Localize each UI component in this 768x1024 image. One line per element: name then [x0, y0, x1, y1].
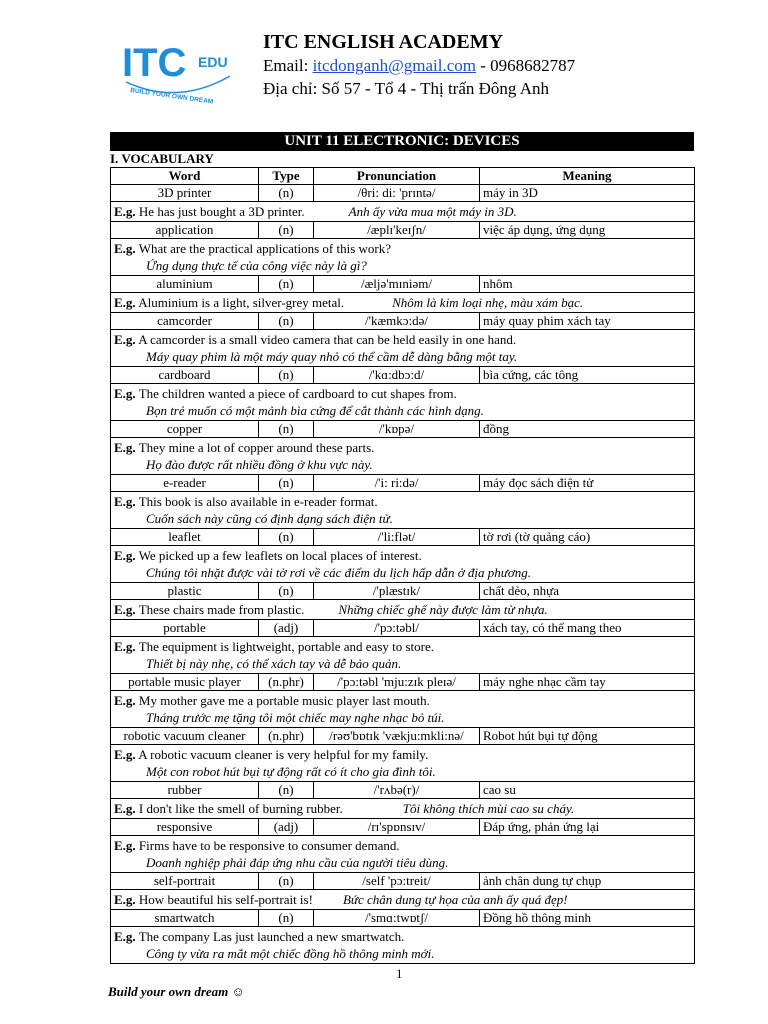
vocab-row	[111, 529, 695, 546]
example-cell	[111, 546, 695, 583]
example-label: E.g.	[114, 204, 136, 219]
vocab-type: (n)	[259, 222, 314, 239]
vocab-pronunciation: /rɪ'spɒnsɪv/	[314, 819, 480, 836]
vocab-pronunciation: /'smɑ:twɒtʃ/	[314, 910, 480, 927]
vocab-pronunciation: /'pɔ:təbl 'mju:zɪk pleɪə/	[314, 674, 480, 691]
example-sentence: The children wanted a piece of cardboard to cut shapes from.	[138, 386, 457, 401]
example-cell	[111, 745, 695, 782]
example-cell	[111, 492, 695, 529]
header-meaning: Meaning	[480, 168, 695, 185]
example-label: E.g.	[114, 494, 136, 509]
logo-itc-text: ITC	[122, 41, 187, 85]
example-cell	[111, 293, 695, 313]
vocab-meaning: Đáp ứng, phản ứng lại	[480, 819, 695, 836]
vocab-type: (n)	[259, 276, 314, 293]
vocab-meaning: Robot hút bụi tự động	[480, 728, 695, 745]
example-label: E.g.	[114, 693, 136, 708]
itc-edu-logo	[118, 36, 236, 104]
vocab-type: (n)	[259, 367, 314, 384]
vocab-row	[111, 276, 695, 293]
example-row	[111, 836, 695, 873]
vocab-row	[111, 819, 695, 836]
vocab-word: robotic vacuum cleaner	[111, 728, 259, 745]
example-cell	[111, 330, 695, 367]
example-label: E.g.	[114, 639, 136, 654]
header-block	[263, 30, 575, 100]
header-type: Type	[259, 168, 314, 185]
example-translation: Những chiếc ghế này được làm từ nhựa.	[338, 602, 548, 617]
example-row	[111, 600, 695, 620]
example-cell	[111, 239, 695, 276]
example-translation: Bọn trẻ muốn có một mảnh bìa cứng để cắt thành các hình dạng.	[146, 403, 484, 418]
vocab-pronunciation: /'kɑ:dbɔ:d/	[314, 367, 480, 384]
footer-slogan: Build your own dream ☺	[108, 984, 245, 999]
vocab-word: camcorder	[111, 313, 259, 330]
vocab-row	[111, 583, 695, 600]
vocab-meaning: ảnh chân dung tự chụp	[480, 873, 695, 890]
example-row	[111, 384, 695, 421]
example-cell	[111, 836, 695, 873]
vocab-meaning: việc áp dụng, ứng dụng	[480, 222, 695, 239]
vocab-type: (n)	[259, 421, 314, 438]
logo-slogan: BUILD YOUR OWN DREAM	[129, 87, 214, 104]
vocab-word: e-reader	[111, 475, 259, 492]
example-label: E.g.	[114, 241, 136, 256]
example-row	[111, 691, 695, 728]
example-row	[111, 745, 695, 782]
header-pronunciation: Pronunciation	[314, 168, 480, 185]
email-label: Email:	[263, 56, 313, 75]
vocab-word: responsive	[111, 819, 259, 836]
example-sentence: These chairs made from plastic.	[138, 602, 305, 617]
example-label: E.g.	[114, 602, 136, 617]
vocab-row	[111, 674, 695, 691]
vocab-row	[111, 728, 695, 745]
example-row	[111, 890, 695, 910]
vocab-word: cardboard	[111, 367, 259, 384]
vocab-meaning: chất dẻo, nhựa	[480, 583, 695, 600]
example-translation: Tôi không thích mùi cao su cháy.	[402, 801, 575, 816]
vocab-type: (n)	[259, 313, 314, 330]
vocab-type: (n)	[259, 910, 314, 927]
vocab-row	[111, 475, 695, 492]
example-row	[111, 202, 695, 222]
example-translation: Cuốn sách này cũng có định dạng sách điện tử.	[146, 511, 393, 526]
example-cell	[111, 637, 695, 674]
contact-line	[263, 54, 575, 77]
vocab-word: copper	[111, 421, 259, 438]
vocab-row	[111, 367, 695, 384]
example-label: E.g.	[114, 548, 136, 563]
example-sentence: This book is also available in e-reader format.	[138, 494, 378, 509]
example-label: E.g.	[114, 332, 136, 347]
example-translation: Thiết bị này nhẹ, có thể xách tay và dễ bảo quản.	[146, 656, 402, 671]
vocab-pronunciation: /'rʌbə(r)/	[314, 782, 480, 799]
example-translation: Doanh nghiệp phải đáp ứng nhu cầu của người tiêu dùng.	[146, 855, 449, 870]
example-sentence: Aluminium is a light, silver-grey metal.	[138, 295, 345, 310]
vocab-meaning: máy quay phim xách tay	[480, 313, 695, 330]
example-sentence: What are the practical applications of this work?	[138, 241, 392, 256]
vocab-word: aluminium	[111, 276, 259, 293]
vocab-type: (n.phr)	[259, 674, 314, 691]
example-sentence: The equipment is lightweight, portable and easy to store.	[138, 639, 435, 654]
vocab-type: (n)	[259, 475, 314, 492]
example-label: E.g.	[114, 801, 136, 816]
vocab-pronunciation: /'kæmkɔ:də/	[314, 313, 480, 330]
section-title: I. VOCABULARY	[110, 151, 214, 166]
example-label: E.g.	[114, 440, 136, 455]
example-cell	[111, 202, 695, 222]
example-cell	[111, 927, 695, 964]
example-translation: Một con robot hút bụi tự động rất có ít cho gia đình tôi.	[146, 764, 436, 779]
example-label: E.g.	[114, 386, 136, 401]
example-row	[111, 293, 695, 313]
vocab-meaning: máy đọc sách điện tử	[480, 475, 695, 492]
example-row	[111, 546, 695, 583]
example-row	[111, 492, 695, 529]
example-label: E.g.	[114, 838, 136, 853]
vocab-pronunciation: /rəʊ'bɒtɪk 'vækju:mkli:nə/	[314, 728, 480, 745]
example-translation: Bức chân dung tự họa của anh ấy quá đẹp!	[342, 892, 568, 907]
vocab-meaning: nhôm	[480, 276, 695, 293]
example-label: E.g.	[114, 747, 136, 762]
vocab-meaning: đồng	[480, 421, 695, 438]
vocab-pronunciation: /'i: ri:də/	[314, 475, 480, 492]
vocab-word: self-portrait	[111, 873, 259, 890]
vocab-type: (n)	[259, 782, 314, 799]
vocabulary-body	[111, 185, 695, 964]
vocab-row	[111, 222, 695, 239]
vocab-pronunciation: /'kɒpə/	[314, 421, 480, 438]
vocab-type: (n)	[259, 873, 314, 890]
example-cell	[111, 438, 695, 475]
vocab-type: (adj)	[259, 620, 314, 637]
example-label: E.g.	[114, 295, 136, 310]
example-cell	[111, 890, 695, 910]
vocab-pronunciation: /self 'pɔ:treit/	[314, 873, 480, 890]
example-row	[111, 438, 695, 475]
example-sentence: How beautiful his self-portrait is!	[138, 892, 313, 907]
vocab-type: (adj)	[259, 819, 314, 836]
example-translation: Chúng tôi nhặt được vài tờ rơi về các điểm du lịch hấp dẫn ở địa phương.	[146, 565, 532, 580]
example-label: E.g.	[114, 892, 136, 907]
vocab-row	[111, 782, 695, 799]
vocab-word: 3D printer	[111, 185, 259, 202]
vocab-word: application	[111, 222, 259, 239]
vocab-row	[111, 620, 695, 637]
vocab-row	[111, 313, 695, 330]
header-word: Word	[111, 168, 259, 185]
table-header-row	[111, 168, 695, 185]
unit-title: UNIT 11 ELECTRONIC: DEVICES	[110, 132, 694, 151]
vocab-word: leaflet	[111, 529, 259, 546]
vocab-type: (n)	[259, 185, 314, 202]
example-translation: Công ty vừa ra mắt một chiếc đồng hồ thông minh mới.	[146, 946, 435, 961]
example-row	[111, 330, 695, 367]
example-row	[111, 239, 695, 276]
example-translation: Nhôm là kim loại nhẹ, màu xám bạc.	[392, 295, 584, 310]
example-sentence: They mine a lot of copper around these parts.	[138, 440, 375, 455]
vocab-type: (n)	[259, 583, 314, 600]
vocab-pronunciation: /θri: di: 'prɪntə/	[314, 185, 480, 202]
vocab-word: rubber	[111, 782, 259, 799]
example-row	[111, 927, 695, 964]
vocab-pronunciation: /æljə'mɪniəm/	[314, 276, 480, 293]
example-translation: Họ đào được rất nhiều đồng ở khu vực này.	[146, 457, 373, 472]
vocabulary-table	[110, 167, 695, 964]
vocab-meaning: xách tay, có thể mang theo	[480, 620, 695, 637]
vocab-row	[111, 185, 695, 202]
vocab-word: portable music player	[111, 674, 259, 691]
example-sentence: I don't like the smell of burning rubber.	[138, 801, 343, 816]
vocab-row	[111, 873, 695, 890]
example-sentence: My mother gave me a portable music player last mouth.	[138, 693, 430, 708]
example-translation: Ứng dụng thực tế của công việc này là gì?	[146, 258, 367, 273]
vocab-meaning: bìa cứng, các tông	[480, 367, 695, 384]
example-sentence: He has just bought a 3D printer.	[138, 204, 305, 219]
vocab-pronunciation: /'li:flət/	[314, 529, 480, 546]
vocab-pronunciation: /'pɔ:təbl/	[314, 620, 480, 637]
example-cell	[111, 600, 695, 620]
vocab-word: smartwatch	[111, 910, 259, 927]
vocab-meaning: máy nghe nhạc cầm tay	[480, 674, 695, 691]
example-translation: Máy quay phim là một máy quay nhỏ có thể cầm dễ dàng bằng một tay.	[146, 349, 518, 364]
phone-number: - 0968682787	[476, 56, 576, 75]
example-sentence: A robotic vacuum cleaner is very helpful for my family.	[138, 747, 429, 762]
vocab-type: (n.phr)	[259, 728, 314, 745]
example-cell	[111, 799, 695, 819]
example-sentence: The company Las just launched a new smartwatch.	[138, 929, 405, 944]
vocab-meaning: máy in 3D	[480, 185, 695, 202]
example-sentence: A camcorder is a small video camera that can be held easily in one hand.	[138, 332, 517, 347]
vocab-word: plastic	[111, 583, 259, 600]
email-link[interactable]: itcdonganh@gmail.com	[312, 56, 477, 75]
page-number: 1	[396, 966, 403, 981]
address-line: Địa chỉ: Số 57 - Tổ 4 - Thị trấn Đông Anh	[263, 79, 549, 98]
vocab-meaning: Đồng hồ thông minh	[480, 910, 695, 927]
example-cell	[111, 384, 695, 421]
vocab-row	[111, 910, 695, 927]
example-row	[111, 799, 695, 819]
academy-name: ITC ENGLISH ACADEMY	[263, 31, 504, 53]
vocab-meaning: cao su	[480, 782, 695, 799]
vocab-word: portable	[111, 620, 259, 637]
example-cell	[111, 691, 695, 728]
vocab-row	[111, 421, 695, 438]
vocab-meaning: tờ rơi (tờ quảng cáo)	[480, 529, 695, 546]
vocab-pronunciation: /'plæstɪk/	[314, 583, 480, 600]
example-sentence: We picked up a few leaflets on local places of interest.	[138, 548, 422, 563]
vocab-pronunciation: /æplɪ'keɪʃn/	[314, 222, 480, 239]
example-row	[111, 637, 695, 674]
example-sentence: Firms have to be responsive to consumer demand.	[138, 838, 400, 853]
example-label: E.g.	[114, 929, 136, 944]
example-translation: Tháng trước mẹ tặng tôi một chiếc may nghe nhạc bỏ túi.	[146, 710, 445, 725]
logo-edu-text: EDU	[198, 54, 228, 70]
vocab-type: (n)	[259, 529, 314, 546]
example-translation: Anh ấy vừa mua một máy in 3D.	[348, 204, 517, 219]
